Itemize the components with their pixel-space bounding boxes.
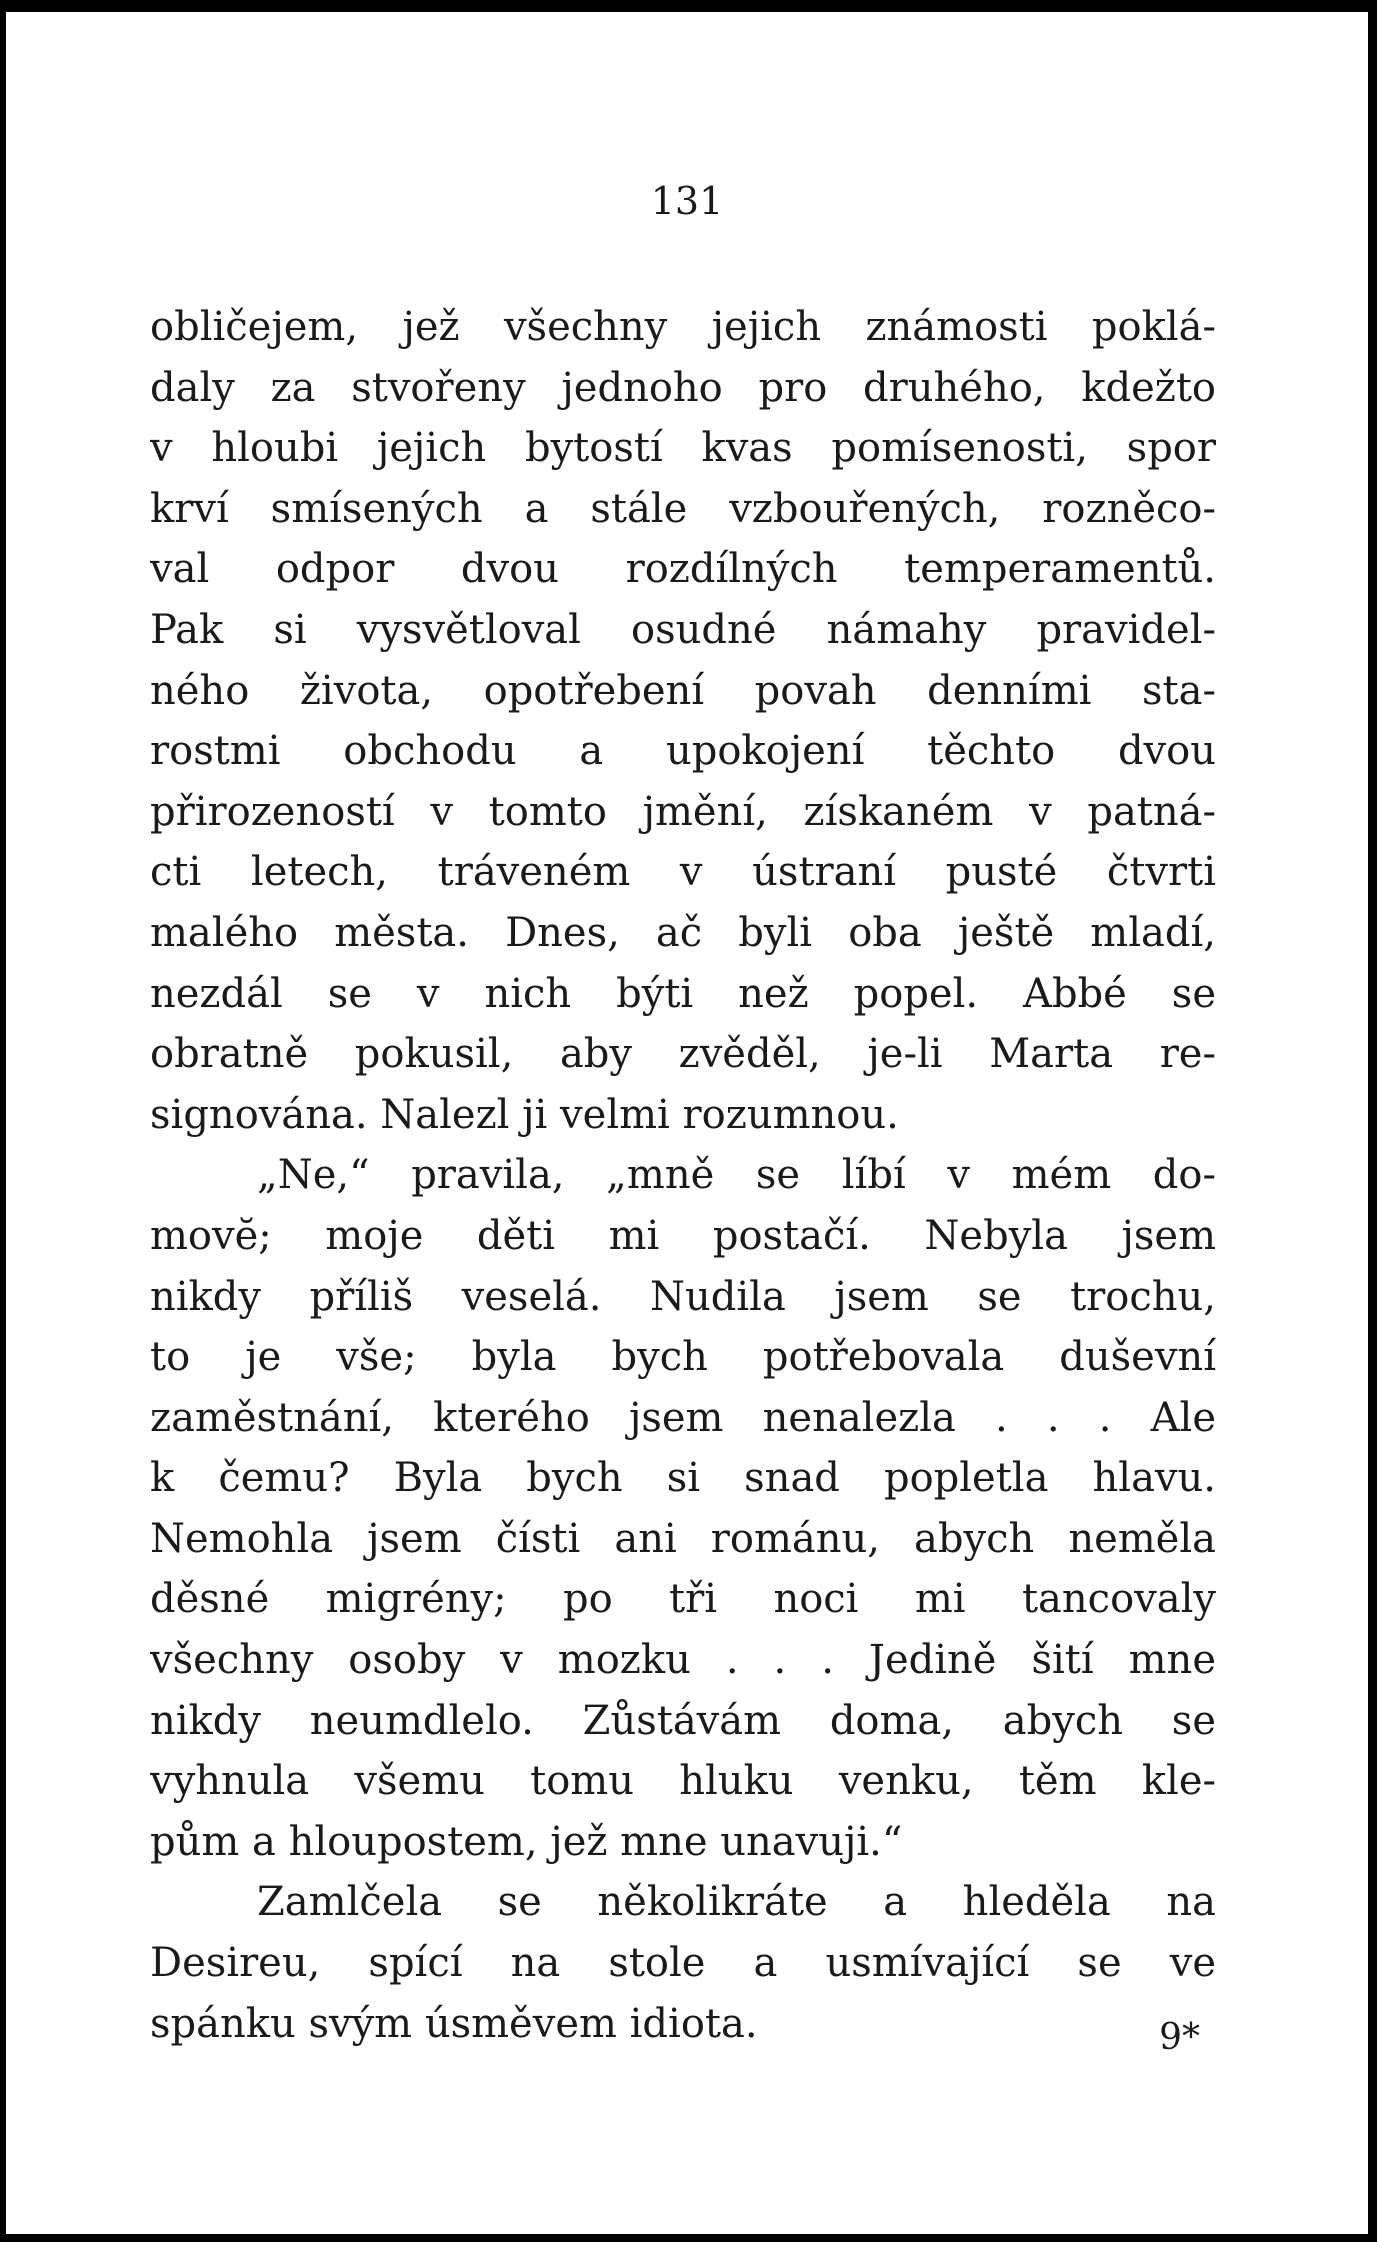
text-line: cti letech, tráveném v ústraní pusté čtvrti [150,849,1216,896]
text-line: signována. Nalezl ji velmi rozumnou. [150,1091,899,1138]
text-line: nikdy neumdlelo. Zůstávám doma, abych se [150,1697,1216,1744]
text-line: vyhnula všemu tomu hluku venku, těm kle- [150,1758,1216,1805]
text-line: Nemohla jsem čísti ani románu, abych neměla [150,1515,1216,1562]
signature-mark: 9* [1159,2017,1200,2058]
text-line: val odpor dvou rozdílných temperamentů. [150,546,1216,593]
book-page [6,12,1368,2234]
text-line: Zamlčela se několikráte a hleděla na [257,1879,1216,1926]
text-line: ného života, opotřebení povah denními sta- [150,667,1216,714]
text-line: v hloubi jejich bytostí kvas pomísenosti, spor [150,425,1216,472]
text-line: „Ne,“ pravila, „mně se líbí v mém do- [257,1152,1216,1199]
text-line: pům a hloupostem, jež mne unavuji.“ [150,1818,903,1865]
text-line: movĕ; moje děti mi postačí. Nebyla jsem [150,1212,1216,1259]
text-line: Pak si vysvětloval osudné námahy pravidel- [150,606,1216,653]
text-line: nezdál se v nich býti než popel. Abbé se [150,970,1216,1017]
text-line: obratně pokusil, aby zvěděl, je-li Marta re- [150,1031,1216,1078]
text-line: nikdy příliš veselá. Nudila jsem se trochu, [150,1273,1216,1320]
text-line: malého města. Dnes, ač byli oba ještě mladí, [150,909,1216,956]
text-line: k čemu? Byla bych si snad popletla hlavu. [150,1455,1216,1502]
text-line: rostmi obchodu a upokojení těchto dvou [150,728,1216,775]
body-text [150,297,1216,2058]
text-line: Desireu, spící na stole a usmívající se ve [150,1940,1216,1987]
page-number: 131 [650,179,724,223]
text-line: zaměstnání, kterého jsem nenalezla . . . Ale [150,1394,1216,1441]
text-line: děsné migrény; po tři noci mi tancovaly [150,1576,1216,1623]
text-line: obličejem, jež všechny jejich známosti poklá- [150,304,1216,350]
text-line: to je vše; byla bych potřebovala duševní [150,1334,1216,1381]
text-line: daly za stvořeny jednoho pro druhého, kdežto [150,364,1216,411]
text-line: spánku svým úsměvem idiota. [150,2000,758,2047]
text-line: všechny osoby v mozku . . . Jedině šití mne [150,1637,1216,1684]
text-line: přirozeností v tomto jmění, získaném v patná- [150,788,1216,835]
text-line: krví smísených a stále vzbouřených, rozněco- [150,485,1216,532]
